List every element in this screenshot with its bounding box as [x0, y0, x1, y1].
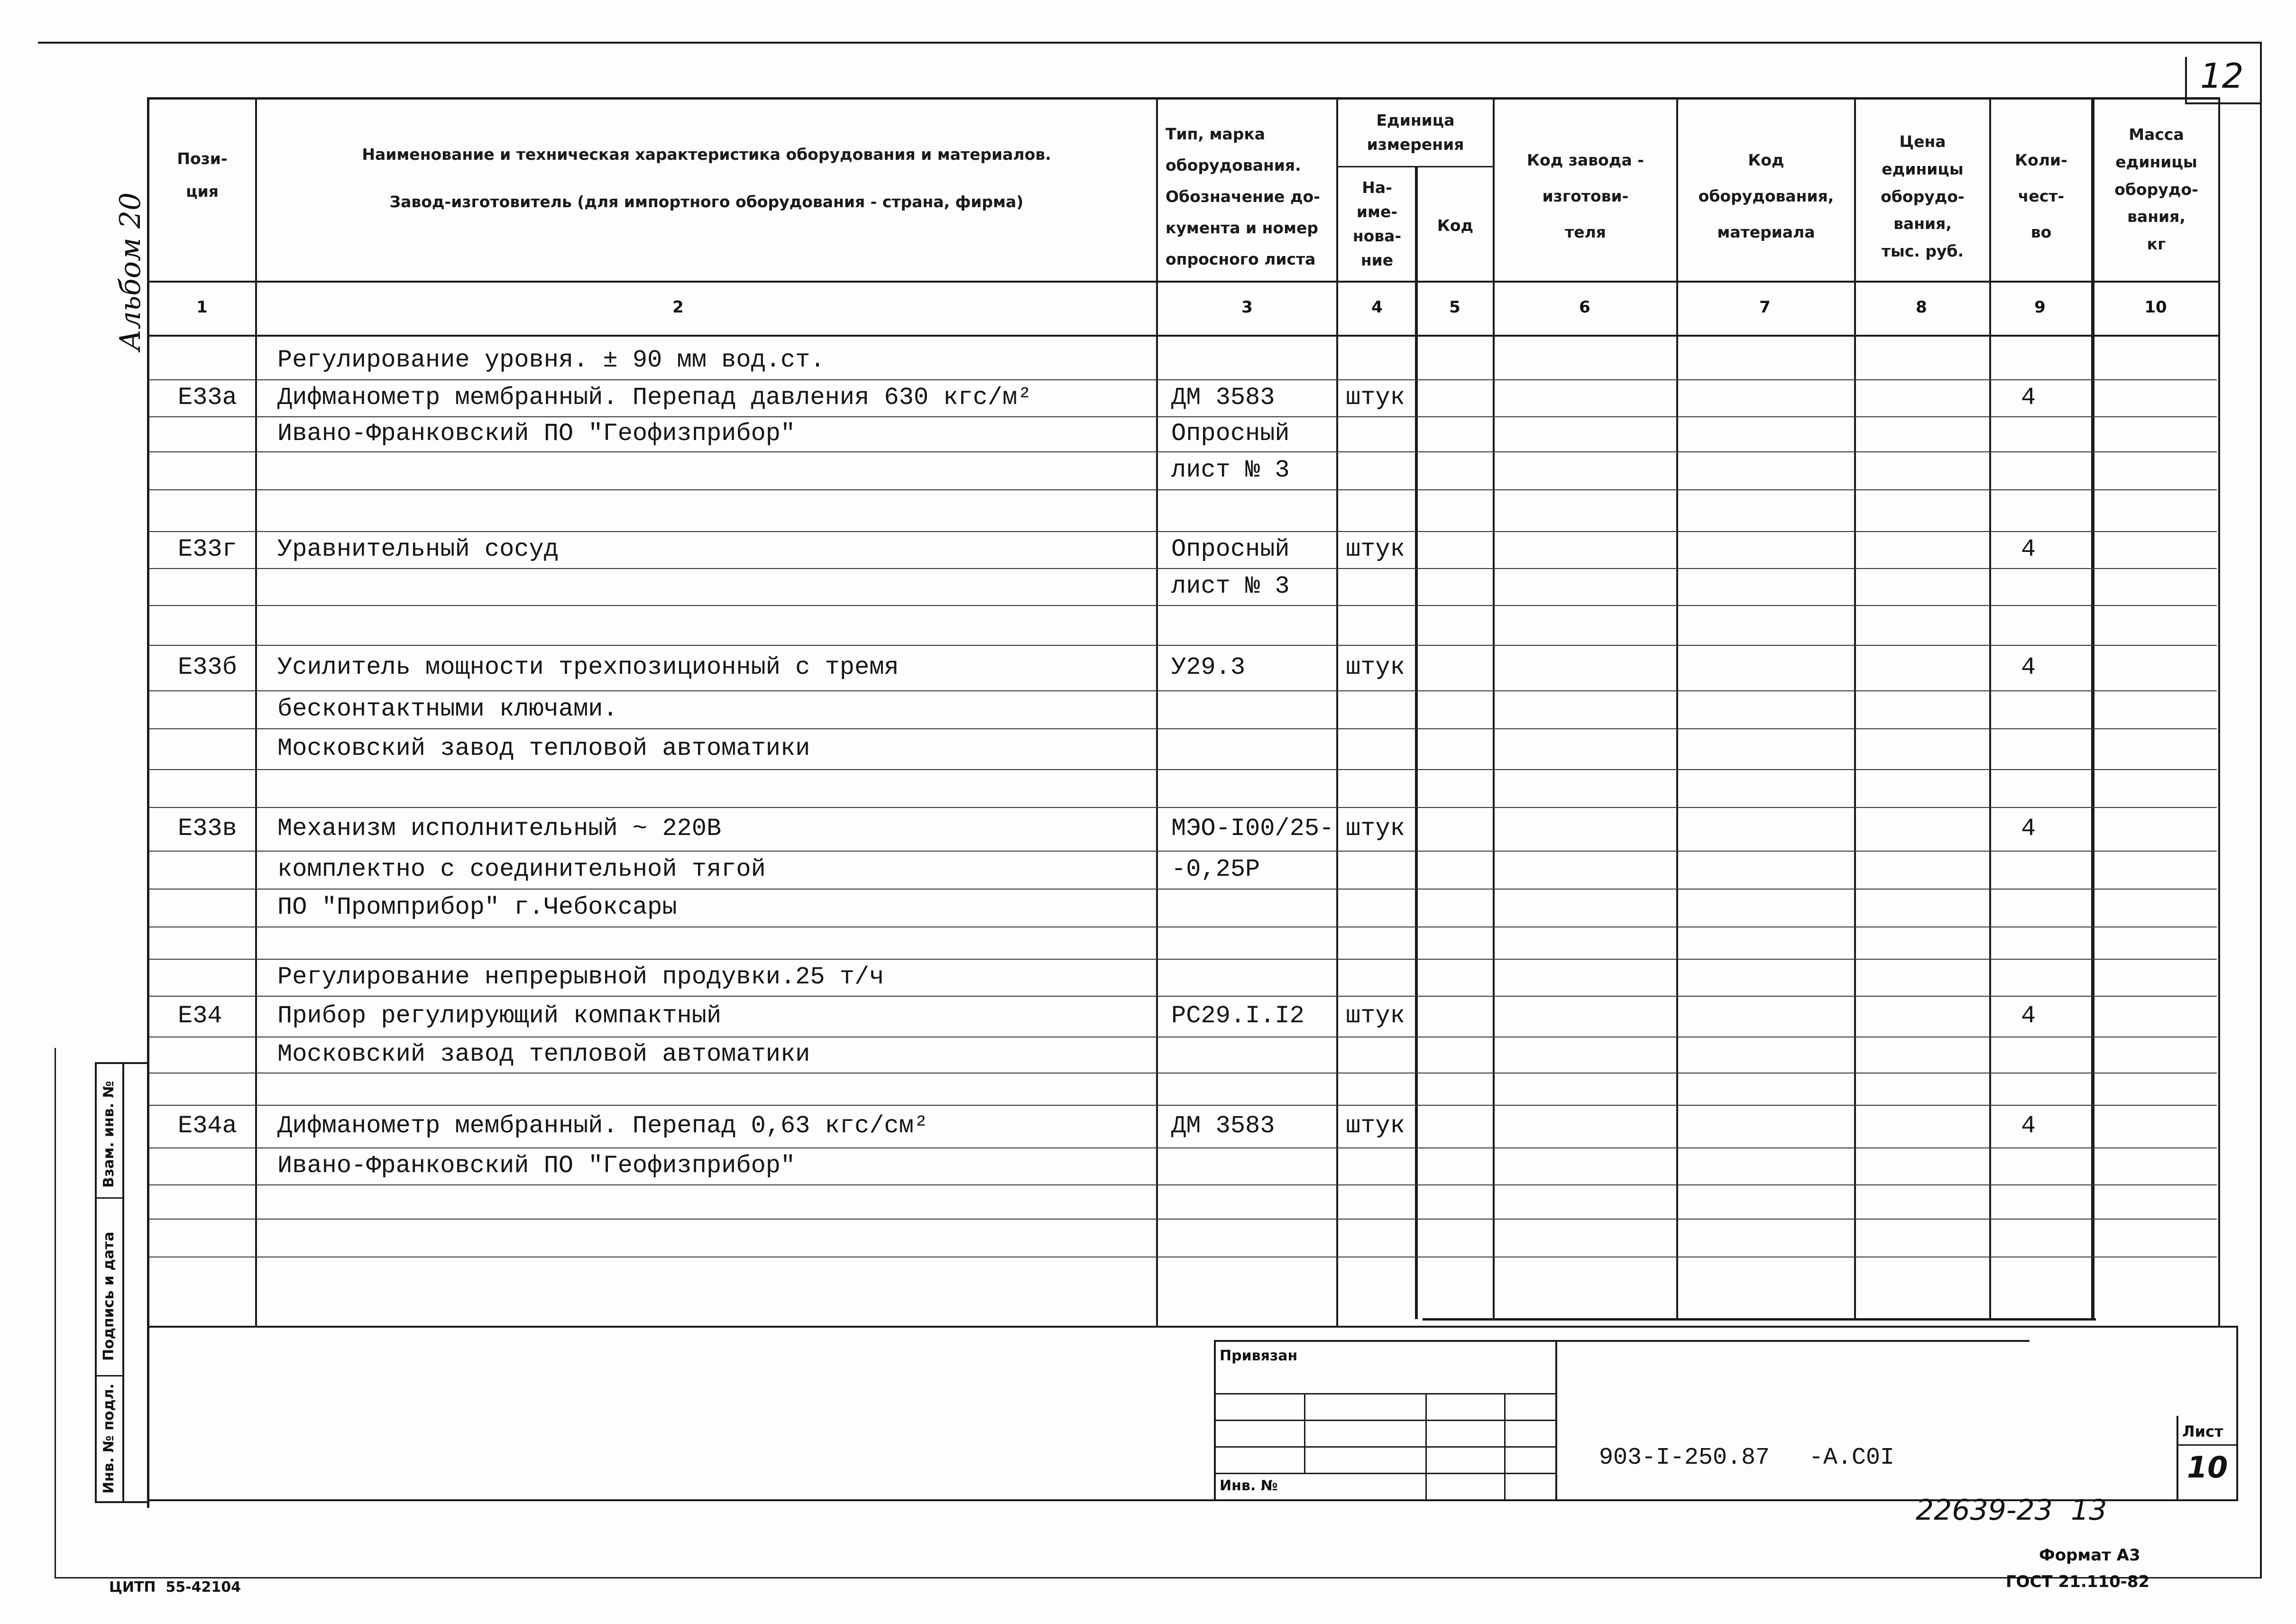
row-name: Регулирование уровня. ± 90 мм вод.ст. — [277, 346, 825, 374]
row-type: У29.3 — [1171, 653, 1246, 681]
colnum-10: 10 — [2144, 298, 2167, 317]
doc-code: 903-I-250.87 — [1599, 1444, 1770, 1471]
row-type: Опросный — [1171, 420, 1290, 448]
row-type: лист № 3 — [1171, 456, 1290, 484]
row-name: Московский завод тепловой автоматики — [277, 734, 810, 762]
row-name: бесконтактными ключами. — [277, 695, 618, 723]
vline-5 — [1493, 97, 1495, 1319]
row-separator — [149, 690, 2217, 691]
row-type: РС29.I.I2 — [1171, 1002, 1304, 1030]
row-quantity: 4 — [2021, 384, 2036, 412]
row-name: Ивано-Франковский ПО "Геофизприбор" — [277, 420, 796, 448]
row-separator — [149, 769, 2217, 770]
row-type: ДМ 3583 — [1171, 384, 1275, 412]
header-quantity: Коли- чест- во — [2015, 151, 2067, 241]
row-name: Прибор регулирующий компактный — [277, 1002, 722, 1030]
row-separator — [149, 959, 2217, 960]
frame-left — [55, 1048, 56, 1578]
side-replaced-inv: Взам. инв. № — [101, 1081, 117, 1188]
frame-right — [2260, 42, 2262, 1578]
header-position: Пози- ция — [177, 149, 228, 201]
vline-9 — [2091, 97, 2094, 1321]
format-label: Формат А3 — [2039, 1546, 2140, 1565]
row-separator — [149, 807, 2217, 808]
header-mass: Масса единицы оборудо- вания, кг — [2114, 125, 2198, 253]
row-separator — [149, 996, 2217, 997]
row-name: Дифманометр мембранный. Перепад 0,63 кгс/см² — [277, 1112, 929, 1140]
row-position: Е33а — [178, 384, 237, 412]
row-separator — [149, 451, 2217, 452]
row-unit: штук — [1346, 384, 1405, 412]
vline-8 — [1989, 97, 1991, 1319]
colnum-4: 4 — [1371, 298, 1383, 317]
side-stamp-bottom — [95, 1501, 149, 1503]
side-stamp-mid — [122, 1062, 124, 1503]
row-quantity: 4 — [2021, 1112, 2036, 1140]
row-separator — [149, 1147, 2217, 1148]
colnum-6: 6 — [1579, 298, 1590, 317]
row-unit: штук — [1346, 535, 1405, 563]
frame-top — [38, 42, 2262, 44]
doc-suffix: -А.С0I — [1809, 1444, 1895, 1471]
colnum-2: 2 — [672, 298, 684, 317]
table-bottom-line — [147, 1326, 2238, 1328]
row-separator — [149, 1219, 2217, 1220]
row-type: -0,25Р — [1171, 855, 1260, 883]
vline-7 — [1854, 97, 1856, 1319]
header-price: Цена единицы оборудо- вания, тыс. руб. — [1881, 132, 1965, 260]
side-stamp-left — [95, 1062, 97, 1503]
colnum-9: 9 — [2034, 298, 2046, 317]
side-inv-orig: Инв. № подл. — [101, 1383, 117, 1494]
sheet-number: 10 — [2187, 1450, 2228, 1485]
archive-number: 22639-23 13 — [1916, 1494, 2107, 1527]
header-name-line1: Наименование и техническая характеристика оборудования и материалов. — [362, 145, 1051, 164]
vline-6 — [1676, 97, 1678, 1319]
header-factory-code: Код завода - изготови- теля — [1527, 151, 1644, 241]
side-stamp-div2 — [95, 1375, 123, 1376]
album-label: Альбом 20 — [114, 192, 147, 351]
tb-sheet-left — [2177, 1416, 2178, 1501]
row-separator — [149, 1105, 2217, 1106]
row-unit: штук — [1346, 1112, 1405, 1140]
row-separator — [149, 489, 2217, 490]
row-separator — [149, 851, 2217, 852]
row-name: Механизм исполнительный ~ 220В — [277, 815, 722, 843]
gost-label: ГОСТ 21.110-82 — [2006, 1572, 2150, 1591]
row-separator — [149, 889, 2217, 890]
tb-v1 — [1304, 1393, 1305, 1474]
row-separator — [149, 1184, 2217, 1185]
row-quantity: 4 — [2021, 653, 2036, 681]
page-box-bottom — [2185, 102, 2261, 104]
row-quantity: 4 — [2021, 1002, 2036, 1030]
header-unit-code: Код — [1437, 216, 1474, 235]
row-unit: штук — [1346, 1002, 1405, 1030]
side-signature-date: Подпись и дата — [101, 1231, 117, 1361]
row-name: комплектно с соединительной тягой — [277, 855, 766, 883]
row-position: Е33в — [178, 815, 237, 843]
row-name: ПО "Промприбор" г.Чебоксары — [277, 893, 677, 921]
row-quantity: 4 — [2021, 815, 2036, 843]
row-separator — [149, 568, 2217, 569]
row-name: Усилитель мощности трехпозиционный с тремя — [277, 653, 899, 681]
colnum-bottom-line — [147, 335, 2219, 337]
tb-v3 — [1504, 1393, 1506, 1501]
table-top-line — [147, 97, 2219, 100]
colnum-8: 8 — [1916, 298, 1927, 317]
tb-sheet-div — [2177, 1444, 2238, 1446]
header-bottom-line — [147, 281, 2219, 283]
row-unit: штук — [1346, 653, 1405, 681]
row-separator — [149, 728, 2217, 729]
header-type: Тип, марка оборудования. Обозначение до- кумента и номер опросного листа — [1166, 125, 1320, 268]
tb-inv-label: Инв. № — [1220, 1477, 1278, 1494]
header-unit: Единица измерения — [1367, 111, 1464, 154]
vline-1 — [255, 97, 257, 1326]
side-stamp-top — [95, 1062, 149, 1064]
vline-4 — [1415, 166, 1418, 1319]
tb-right — [2236, 1326, 2238, 1501]
colnum-3: 3 — [1241, 298, 1253, 317]
header-equipment-code: Код оборудования, материала — [1698, 151, 1834, 241]
row-name: Уравнительный сосуд — [277, 535, 559, 563]
colnum-5: 5 — [1449, 298, 1460, 317]
row-separator — [149, 605, 2217, 606]
row-position: Е33б — [178, 653, 237, 681]
tb-attached-label: Привязан — [1220, 1348, 1298, 1364]
tb-v2 — [1425, 1393, 1427, 1501]
colnum-7: 7 — [1759, 298, 1771, 317]
tb-divider — [1555, 1340, 1557, 1501]
vline-right — [2218, 97, 2220, 1326]
vline-left — [147, 97, 149, 1508]
header-name-line2: Завод-изготовитель (для импортного оборудования - страна, фирма) — [389, 193, 1024, 211]
row-name: Ивано-Франковский ПО "Геофизприбор" — [277, 1152, 796, 1180]
row-separator — [149, 531, 2217, 532]
row-type: Опросный — [1171, 535, 1290, 563]
tb-top — [1214, 1340, 2030, 1342]
frame-bottom — [55, 1577, 2262, 1578]
row-type: ДМ 3583 — [1171, 1112, 1275, 1140]
vline-2 — [1156, 97, 1158, 1326]
unit-divider-line — [1336, 166, 1493, 167]
row-name: Московский завод тепловой автоматики — [277, 1040, 810, 1068]
row-position: Е34 — [178, 1002, 222, 1030]
row-position: Е34а — [178, 1112, 237, 1140]
row-name: Регулирование непрерывной продувки.25 т/ч — [277, 963, 884, 991]
vline-3 — [1336, 97, 1338, 1326]
row-name: Дифманометр мембранный. Перепад давления 630 кгс/м² — [277, 384, 1032, 412]
row-unit: штук — [1346, 815, 1405, 843]
row-type: лист № 3 — [1171, 572, 1290, 600]
header-unit-name: На- име- нова- ние — [1352, 178, 1402, 270]
row-separator — [149, 416, 2217, 417]
colnum-1: 1 — [196, 298, 208, 317]
page-number: 12 — [2200, 56, 2244, 96]
sheet-label: Лист — [2182, 1422, 2223, 1440]
row-separator — [149, 645, 2217, 646]
row-type: МЭО-I00/25- — [1171, 815, 1334, 843]
footer-left-code: ЦИТП 55-42104 — [109, 1579, 241, 1596]
row-position: Е33г — [178, 535, 237, 563]
row-quantity: 4 — [2021, 535, 2036, 563]
side-stamp-div1 — [95, 1197, 123, 1199]
table-body-bottom — [1423, 1318, 2096, 1321]
row-separator — [149, 379, 2217, 380]
